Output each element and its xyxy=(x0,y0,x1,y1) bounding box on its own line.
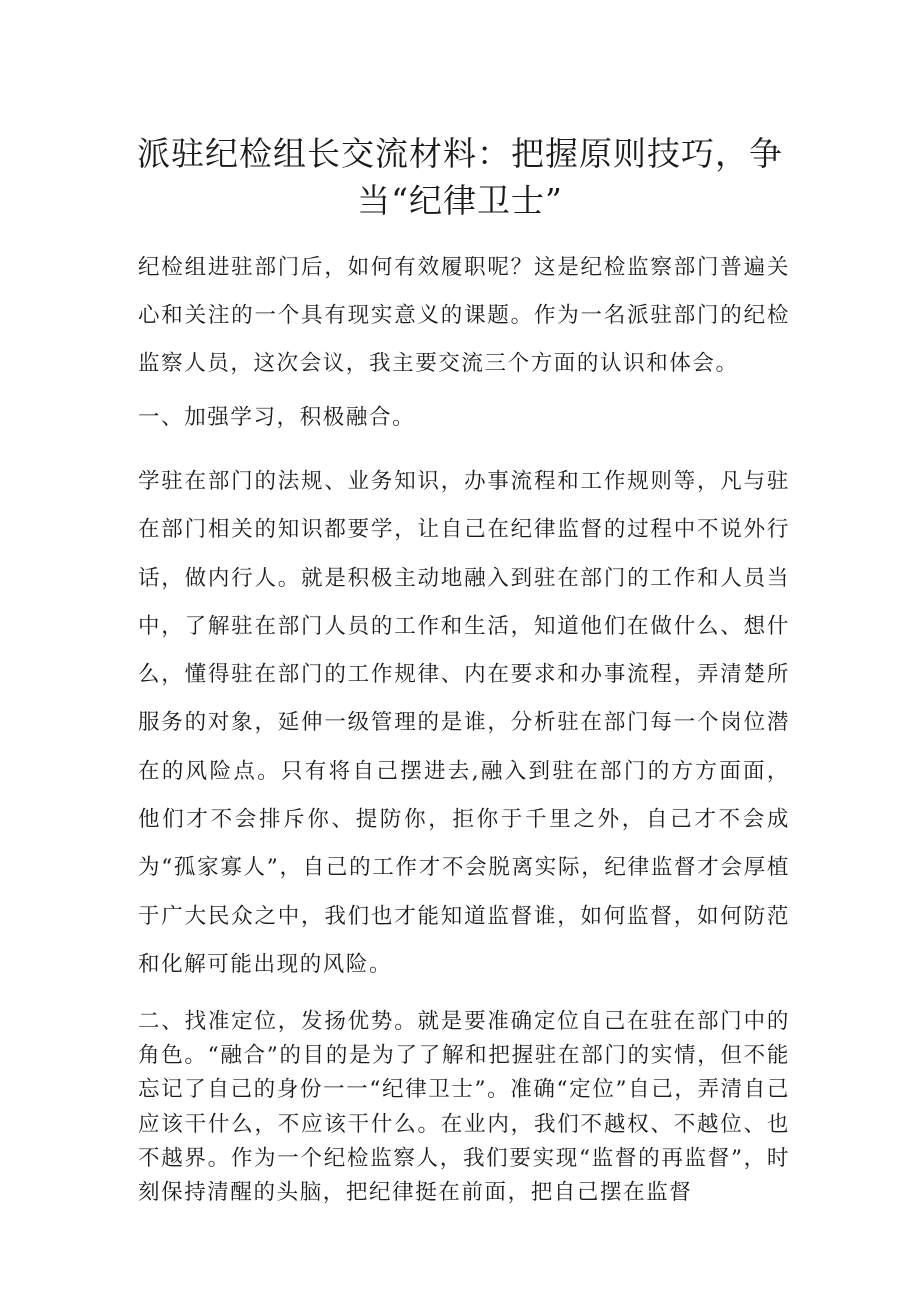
intro-paragraph: 纪检组进驻部门后，如何有效履职呢？这是纪检监察部门普遍关心和关注的一个具有现实意义的课题。作为一名派驻部门的纪检监察人员，这次会议，我主要交流三个方面的认识和体会。 xyxy=(138,255,790,376)
document-title: 派驻纪检组长交流材料：把握原则技巧，争当“纪律卫士” xyxy=(137,134,783,220)
section-heading-1: 一、加强学习，积极融合。 xyxy=(138,405,416,430)
section-1-body: 学驻在部门的法规、业务知识，办事流程和工作规则等，凡与驻在部门相关的知识都要学，让自己在纪律监督的过程中不说外行话，做内行人。就是积极主动地融入到驻在部门的工作和人员当中，了解驻在部门人员的工作和生活，知道他们在做什么、想什么，懂得驻在部门的工作规律、内在要求和办事流程，弄清楚所服务的对象，延伸一级管理的是谁，分析驻在部门每一个岗位潜在的风险点。只有将自己摆进去,融入到驻在部门的方方面面，他们才不会排斥你、提防你，拒你于千里之外，自己才不会成为“孤家寡人”，自己的工作才不会脱离实际，纪律监督才会厚植于广大民众之中，我们也才能知道监督谁，如何监督，如何防范和化解可能出现的风险。 xyxy=(138,469,790,977)
section-2-paragraph: 二、找准定位，发扬优势。就是要准确定位自己在驻在部门中的角色。“融合”的目的是为了了解和把握驻在部门的实情，但不能忘记了自己的身份一一“纪律卫士”。准确“定位”自己，弄清自己应该干什么，不应该干什么。在业内，我们不越权、不越位、也不越界。作为一个纪检监察人，我们要实现“监督的再监督”，时刻保持清醒的头脑，把纪律挺在前面，把自己摆在监督 xyxy=(138,1009,790,1206)
